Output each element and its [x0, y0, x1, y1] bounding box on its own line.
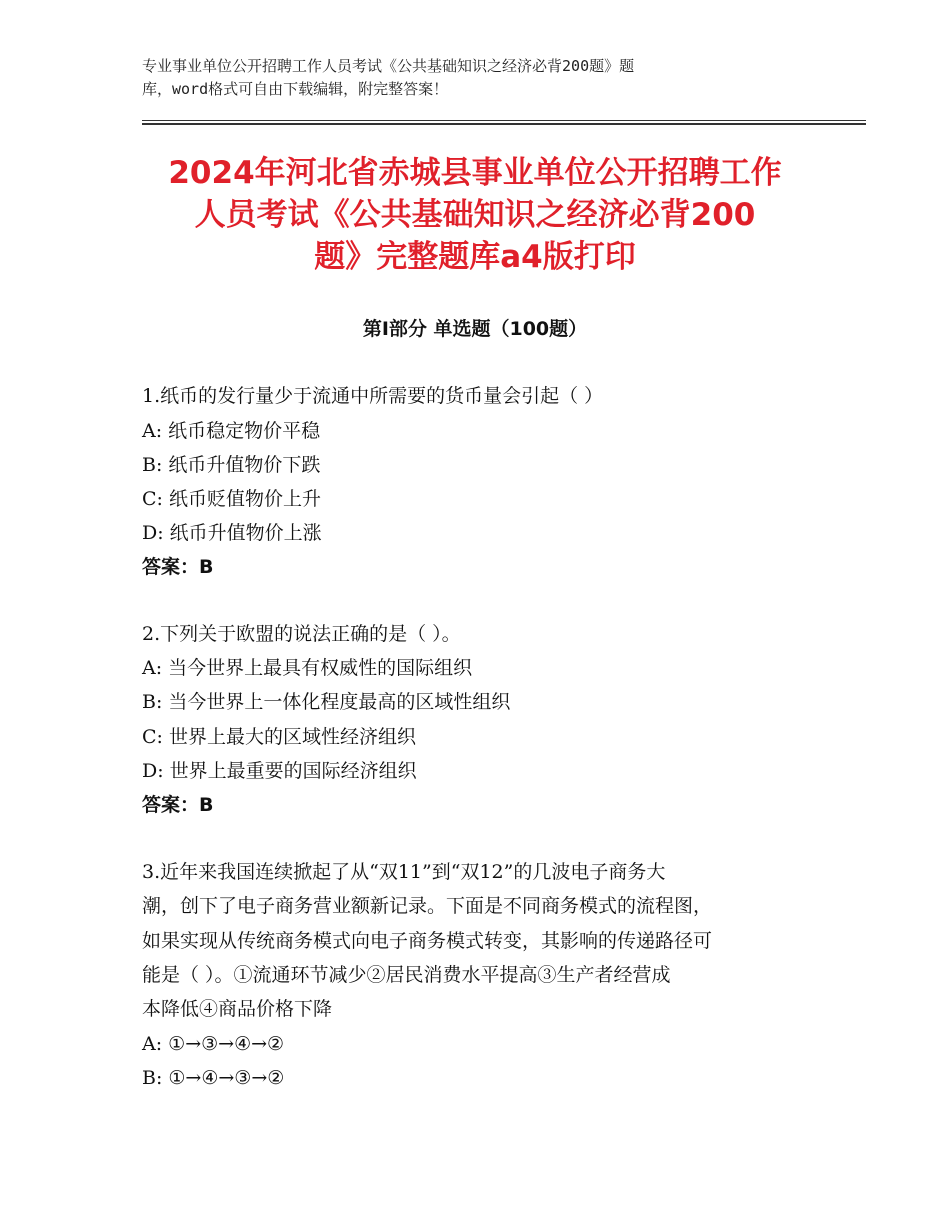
- section-heading: 第Ⅰ部分 单选题（100题）: [362, 318, 588, 340]
- question-option: B: 纸币升值物价下跌: [142, 454, 321, 476]
- document-title: [100, 152, 850, 278]
- header-divider-top: [142, 120, 866, 121]
- question-option: B: ①→④→③→②: [142, 1067, 285, 1089]
- question-option: C: 纸币贬值物价上升: [142, 488, 321, 510]
- question-stem: 3.近年来我国连续掀起了从“双11”到“双12”的几波电子商务大: [142, 861, 666, 883]
- document-title-line: 题》完整题库a4版打印: [314, 239, 636, 275]
- answer-text: 答案：B: [142, 556, 214, 578]
- question-stem: 本降低④商品价格下降: [142, 998, 333, 1020]
- question-option: C: 世界上最大的区域性经济组织: [142, 726, 416, 748]
- question-option: A: 当今世界上最具有权威性的国际组织: [142, 657, 473, 679]
- question-option: B: 当今世界上一体化程度最高的区域性组织: [142, 691, 511, 713]
- document-title-line: 人员考试《公共基础知识之经济必背200: [194, 197, 756, 233]
- header-divider-bottom: [142, 123, 866, 125]
- question-option: A: ①→③→④→②: [142, 1033, 285, 1055]
- question-stem: 潮，创下了电子商务营业额新记录。下面是不同商务模式的流程图，: [142, 895, 713, 917]
- question-stem: 1.纸币的发行量少于流通中所需要的货币量会引起（ ）: [142, 385, 604, 407]
- header-note: [142, 55, 782, 101]
- answer-text: 答案：B: [142, 794, 214, 816]
- question-option: D: 世界上最重要的国际经济组织: [142, 760, 417, 782]
- header-note-line: 库，word格式可自由下载编辑，附完整答案！: [142, 80, 449, 98]
- question-option: A: 纸币稳定物价平稳: [142, 420, 321, 442]
- question-stem: 如果实现从传统商务模式向电子商务模式转变，其影响的传递路径可: [142, 930, 713, 952]
- document-title-line: 2024年河北省赤城县事业单位公开招聘工作: [168, 155, 782, 191]
- question-stem: 2.下列关于欧盟的说法正确的是（ ）。: [142, 623, 461, 645]
- header-note-line: 专业事业单位公开招聘工作人员考试《公共基础知识之经济必背200题》题: [142, 57, 635, 75]
- question-stem: 能是（ ）。①流通环节减少②居民消费水平提高③生产者经营成: [142, 964, 671, 986]
- question-option: D: 纸币升值物价上涨: [142, 522, 322, 544]
